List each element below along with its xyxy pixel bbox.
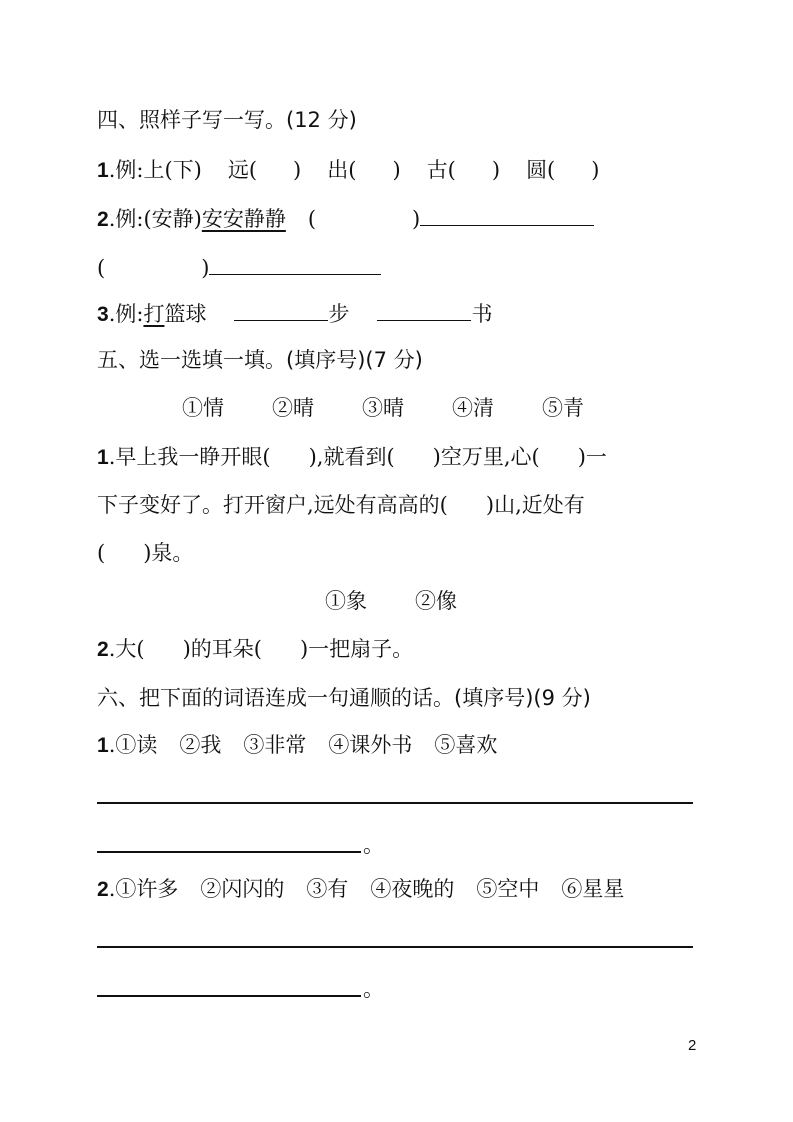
s5-q1-sep: .	[108, 445, 116, 469]
s4-q2b	[97, 252, 381, 283]
s4-q3-word-2: 书	[471, 302, 493, 326]
s4-q2-prefix: 例:(安静)	[115, 207, 202, 231]
s4-q2-example: 安安静静	[201, 207, 286, 231]
s6-q2	[97, 874, 624, 905]
s5-option-5: ⑤青	[542, 396, 584, 420]
s6-q2-sep: .	[108, 877, 116, 901]
s5-q1-line1	[97, 442, 607, 473]
s4-q1-sep: .	[108, 158, 116, 182]
s4-q1-prefix: 例:上(下)	[115, 158, 202, 182]
section5-title: 五、选一选填一填。(填序号)(7 分)	[97, 348, 423, 372]
s6-q1	[97, 730, 497, 761]
s4-q3-number: 3	[97, 303, 109, 326]
s4-q1-item-2: 出(	[327, 158, 357, 182]
s4-q2-number: 2	[97, 208, 109, 231]
s4-q2-answer-blank[interactable]	[420, 203, 594, 226]
s5-q1-seg-3: )空万里,心(	[432, 445, 540, 469]
s4-q2b-open: (	[97, 256, 106, 280]
s5-option-1: ①情	[182, 396, 224, 420]
s6-q1-word-1: ①读	[115, 733, 158, 757]
s5-q2-sep: .	[108, 637, 116, 661]
s5-q2	[97, 634, 413, 665]
s4-q3-blank-2[interactable]	[377, 298, 471, 321]
s4-q1-number: 1	[97, 159, 109, 182]
s5-q1-line2	[97, 490, 585, 520]
s6-q2-word-5: ⑤空中	[476, 877, 540, 901]
s4-q3-word-1: 步	[328, 302, 350, 326]
s5-q1-seg-2: ),就看到(	[308, 445, 395, 469]
s5-q1-seg-1: 早上我一睁开眼(	[115, 445, 271, 469]
s6-q2-word-4: ④夜晚的	[370, 877, 455, 901]
s5-options-1	[182, 393, 584, 423]
s6-q2-answer-line-1[interactable]	[97, 946, 693, 948]
s4-q2-sep: .	[108, 207, 116, 231]
s6-q1-number: 1	[97, 734, 109, 757]
s4-q1-item-4-close: )	[591, 158, 600, 182]
s4-q1-item-2-close: )	[392, 158, 401, 182]
section4-title: 四、照样子写一写。(12 分)	[97, 108, 357, 132]
s5-q1-seg-8: )泉。	[143, 541, 194, 565]
s5-q1-seg-5: 下子变好了。打开窗户,远处有高高的(	[97, 493, 448, 517]
s5-q1-seg-7: (	[97, 541, 106, 565]
s4-q1-item-1: 远(	[227, 158, 258, 182]
section6-title: 六、把下面的词语连成一句通顺的话。(填序号)(9 分)	[97, 686, 591, 710]
s4-q2	[97, 203, 594, 235]
s6-q1-answer-line-1[interactable]	[97, 802, 693, 804]
s4-q1	[97, 155, 599, 186]
s5-option2-2: ②像	[415, 589, 457, 613]
s4-q1-item-4: 圆(	[526, 158, 556, 182]
s6-q1-answer-line-2[interactable]	[97, 851, 361, 853]
s5-option-4: ④清	[452, 396, 494, 420]
page-number: 2	[688, 1037, 697, 1054]
s6-q1-word-4: ④课外书	[328, 733, 413, 757]
s5-q1-seg-6: )山,近处有	[485, 493, 585, 517]
s4-q2b-answer-blank[interactable]	[209, 252, 381, 275]
s6-q1-word-3: ③非常	[243, 733, 307, 757]
s5-option-2: ②晴	[272, 396, 314, 420]
s4-q2b-close: )	[201, 256, 210, 280]
s4-q3-sep: .	[108, 302, 116, 326]
s4-q1-item-3: 古(	[426, 158, 456, 182]
s5-options-2	[325, 586, 457, 616]
s5-q1-seg-4: )一	[577, 445, 607, 469]
s5-q1-line3	[97, 538, 193, 568]
s4-q1-item-1-close: )	[293, 158, 302, 182]
s5-q2-number: 2	[97, 638, 109, 661]
s5-q2-seg-1: 大(	[115, 637, 145, 661]
s5-q2-seg-3: )一把扇子。	[299, 637, 414, 661]
s6-q1-word-2: ②我	[179, 733, 222, 757]
s6-q2-word-2: ②闪闪的	[200, 877, 285, 901]
s5-option-3: ③晴	[362, 396, 404, 420]
s6-q1-word-5: ⑤喜欢	[434, 733, 498, 757]
s6-q2-word-3: ③有	[306, 877, 349, 901]
s5-q2-seg-2: )的耳朵(	[182, 637, 262, 661]
s4-q1-item-3-close: )	[491, 158, 501, 182]
s6-q2-period: 。	[363, 977, 384, 1001]
s4-q3-blank-1[interactable]	[234, 298, 328, 321]
s6-q1-period: 。	[363, 833, 384, 857]
s4-q2-open: (	[307, 207, 317, 231]
s4-q2-close: )	[412, 207, 421, 231]
s5-q1-number: 1	[97, 446, 109, 469]
s4-q3-prefix: 例:	[115, 302, 144, 326]
s5-option2-1: ①象	[325, 589, 367, 613]
s6-q2-word-1: ①许多	[115, 877, 179, 901]
s6-q2-number: 2	[97, 878, 109, 901]
s6-q1-sep: .	[108, 733, 116, 757]
s6-q2-answer-line-2[interactable]	[97, 995, 361, 997]
s4-q3-example-object: 篮球	[164, 302, 207, 326]
s4-q3-example-verb: 打	[143, 302, 165, 326]
s6-q2-word-6: ⑥星星	[561, 877, 625, 901]
s4-q3	[97, 298, 492, 330]
